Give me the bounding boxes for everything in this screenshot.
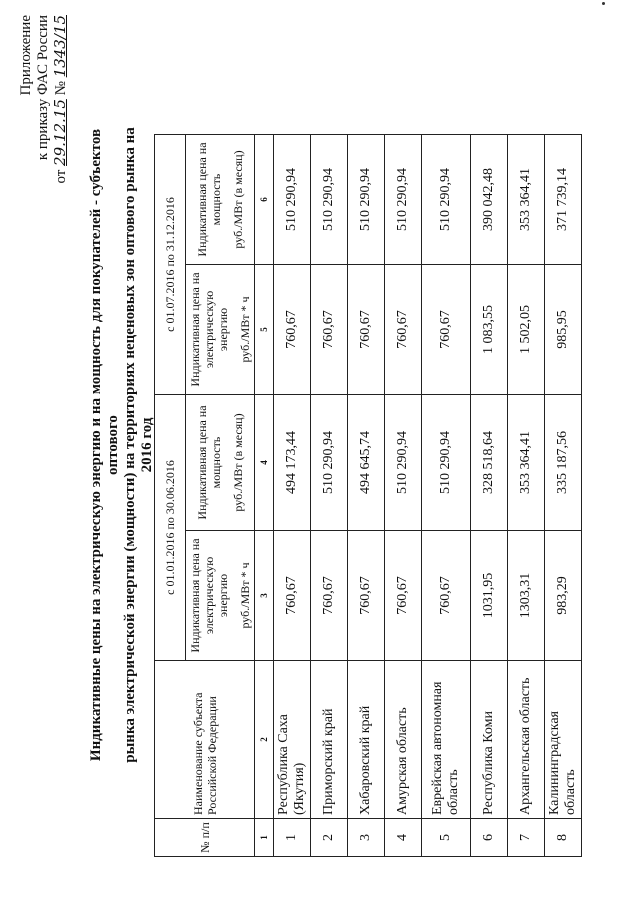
row-capacity-price-2: 510 290,94 [311,135,348,265]
table-row [545,135,582,857]
row-number: 5 [422,819,471,857]
row-energy-price-2: 760,67 [385,265,422,395]
row-subject: Архангельская область [508,661,545,819]
column-index: 5 [255,265,274,395]
table-row [422,135,471,857]
row-capacity-price-2: 510 290,94 [348,135,385,265]
appendix-number: 1343/15 [51,15,69,78]
row-capacity-price-1: 335 187,56 [545,395,582,531]
document-title [88,115,156,775]
row-energy-price-2: 985,95 [545,265,582,395]
row-number: 6 [471,819,508,857]
table-row [385,135,422,857]
row-capacity-price-1: 328 518,64 [471,395,508,531]
header-period-1: с 01.01.2016 по 30.06.2016 [155,395,186,661]
row-subject: Республика Саха (Якутия) [274,661,311,819]
header-capacity-unit: руб./МВт (в месяц) [231,413,245,512]
row-capacity-price-2: 510 290,94 [385,135,422,265]
header-capacity-unit: руб./МВт (в месяц) [231,150,245,249]
table-row [274,135,311,857]
row-number: 4 [385,819,422,857]
row-subject: Хабаровский край [348,661,385,819]
appendix-from-prefix: от [53,169,69,184]
appendix-number-prefix: № [53,81,69,96]
table-row [311,135,348,857]
row-energy-price-1: 760,67 [385,531,422,661]
row-energy-price-1: 760,67 [348,531,385,661]
header-energy-price-2 [186,265,255,395]
row-number: 2 [311,819,348,857]
row-capacity-price-2: 510 290,94 [274,135,311,265]
row-subject: Приморский край [311,661,348,819]
row-capacity-price-2: 353 364,41 [508,135,545,265]
row-subject: Калининградская область [545,661,582,819]
title-line-2: рынка электрической энергии (мощности) на территориях неценовых зон оптового рынка на 2016 год [122,127,155,763]
row-energy-price-2: 760,67 [274,265,311,395]
header-energy-label: Индикативная цена на электрическую энергию [188,272,230,387]
row-capacity-price-1: 510 290,94 [422,395,471,531]
table-row [508,135,545,857]
scan-speck [602,2,605,5]
header-energy-unit: руб./МВт * ч [238,562,252,629]
row-energy-price-1: 760,67 [422,531,471,661]
column-index: 6 [255,135,274,265]
row-energy-price-2: 1 502,05 [508,265,545,395]
header-energy-unit: руб./МВт * ч [238,296,252,363]
column-index: 2 [255,661,274,819]
row-capacity-price-1: 494 645,74 [348,395,385,531]
price-table [154,134,582,857]
row-energy-price-1: 760,67 [274,531,311,661]
row-number: 8 [545,819,582,857]
row-number: 3 [348,819,385,857]
header-capacity-price-2 [186,135,255,265]
header-energy-label: Индикативная цена на электрическую энергию [188,538,230,653]
header-capacity-price-1 [186,395,255,531]
row-capacity-price-1: 494 173,44 [274,395,311,531]
appendix-date-line [52,15,70,185]
header-period-2: с 01.07.2016 по 31.12.2016 [155,135,186,395]
row-subject: Еврейская автономная область [422,661,471,819]
row-number: 7 [508,819,545,857]
row-energy-price-2: 760,67 [311,265,348,395]
row-capacity-price-2: 390 042,48 [471,135,508,265]
appendix-date: 29.12.15 [51,99,69,166]
row-capacity-price-1: 510 290,94 [311,395,348,531]
column-index: 1 [255,819,274,857]
appendix-title: Приложение [18,15,34,96]
header-number: № п/п [155,819,255,857]
title-line-1: Индикативные цены на электрическую энергию и на мощность для покупателей - субъектов оптового [88,128,121,762]
row-energy-price-2: 1 083,55 [471,265,508,395]
column-index: 4 [255,395,274,531]
row-subject: Амурская область [385,661,422,819]
header-capacity-label: Индикативная цена на мощность [195,142,223,257]
row-energy-price-2: 760,67 [348,265,385,395]
row-capacity-price-1: 510 290,94 [385,395,422,531]
row-capacity-price-2: 510 290,94 [422,135,471,265]
header-energy-price-1 [186,531,255,661]
row-capacity-price-2: 371 739,14 [545,135,582,265]
row-energy-price-1: 1031,95 [471,531,508,661]
row-number: 1 [274,819,311,857]
header-capacity-label: Индикативная цена на мощность [195,405,223,520]
table-row [348,135,385,857]
row-subject: Республика Коми [471,661,508,819]
row-energy-price-1: 983,29 [545,531,582,661]
header-subject: Наименование субъекта Российской Федерации [155,661,255,819]
row-capacity-price-1: 353 364,41 [508,395,545,531]
appendix-order: к приказу ФАС России [35,15,51,161]
column-index: 3 [255,531,274,661]
table-row [471,135,508,857]
row-energy-price-2: 760,67 [422,265,471,395]
appendix-block [18,15,70,185]
row-energy-price-1: 760,67 [311,531,348,661]
row-energy-price-1: 1303,31 [508,531,545,661]
